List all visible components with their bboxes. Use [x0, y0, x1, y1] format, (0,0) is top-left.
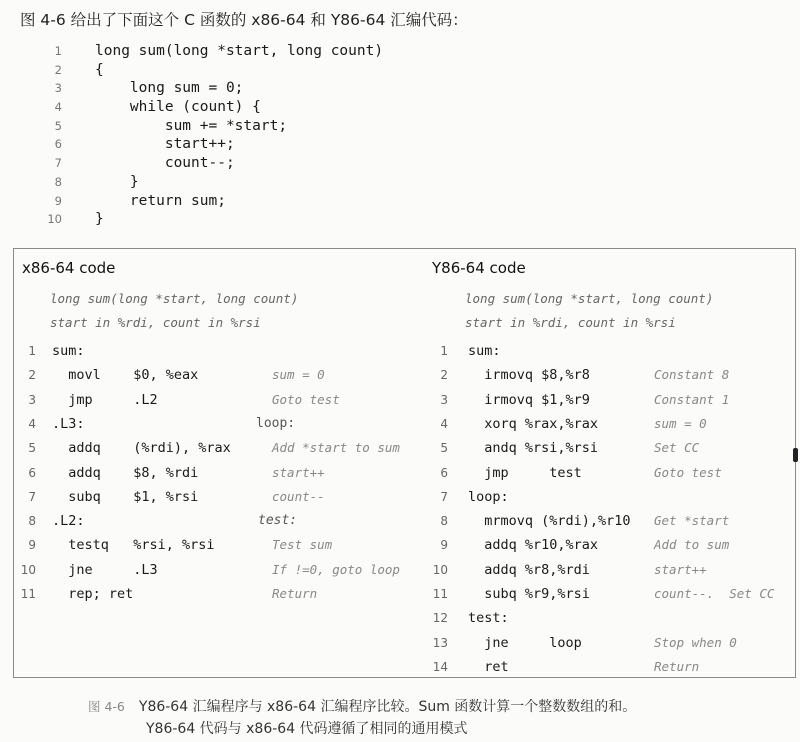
line-number: 2	[54, 62, 62, 77]
x86-code-row	[14, 363, 424, 387]
instruction: jne loop	[468, 634, 582, 651]
x86-code-row	[14, 412, 424, 436]
y86-code-row	[424, 436, 794, 460]
y86-code-row	[424, 412, 794, 436]
y86-code-row	[424, 558, 794, 582]
line-number: 8	[440, 514, 448, 529]
x86-code-row	[14, 509, 424, 533]
line-number: 9	[28, 538, 36, 553]
comment: sum = 0	[272, 367, 325, 383]
comment: sum = 0	[654, 415, 707, 431]
c-code-line	[40, 173, 460, 192]
line-number: 10	[20, 562, 36, 577]
instruction: ret	[468, 658, 509, 675]
comment: Add *start to sum	[272, 440, 400, 456]
caption-line-1: Y86-64 汇编程序与 x86-64 汇编程序比较。Sum 函数计算一个整数数组的和。	[138, 699, 637, 715]
line-number: 10	[47, 212, 62, 227]
comment: Get *start	[654, 513, 730, 529]
code-text: {	[95, 61, 104, 78]
y86-register-note: start in %rdi, count in %rsi	[465, 315, 676, 330]
line-number: 6	[440, 465, 448, 480]
code-text: sum += *start;	[95, 117, 288, 134]
line-number: 10	[432, 562, 448, 577]
line-number: 3	[54, 81, 62, 96]
y86-code-row	[424, 388, 794, 412]
comment: Set CC	[654, 440, 700, 456]
c-code-listing	[40, 42, 460, 229]
instruction: movl $0, %eax	[52, 367, 199, 384]
line-number: 2	[28, 368, 36, 383]
code-text: }	[95, 173, 139, 190]
code-text: long sum = 0;	[95, 80, 244, 97]
line-number: 11	[20, 587, 36, 601]
c-code-line	[40, 98, 460, 117]
code-text: }	[95, 211, 104, 228]
x86-code-row	[14, 339, 424, 363]
line-number: 7	[28, 489, 36, 504]
x86-code-row	[14, 461, 424, 485]
y86-code-row	[424, 533, 794, 557]
instruction: xorq %rax,%rax	[468, 415, 599, 432]
y86-code-row	[424, 461, 794, 485]
c-code-line	[40, 117, 460, 136]
comment: Goto test	[272, 391, 340, 407]
line-number: 1	[440, 344, 448, 358]
line-number: 1	[54, 44, 62, 58]
line-number: 13	[432, 635, 448, 650]
line-number: 3	[440, 392, 448, 407]
comment: Goto test	[654, 464, 722, 480]
line-number: 4	[28, 416, 36, 431]
edge-mark	[793, 448, 798, 462]
c-code-line	[40, 210, 460, 229]
c-code-line	[40, 42, 460, 61]
comment: Test sum	[272, 537, 333, 553]
comment: Constant 8	[654, 367, 730, 383]
c-code-line	[40, 192, 460, 211]
comment: Return	[654, 658, 700, 674]
line-number: 5	[54, 118, 62, 133]
comment: If !=0, goto loop	[272, 561, 400, 577]
line-number: 5	[28, 441, 36, 456]
instruction: sum:	[52, 343, 85, 359]
comment: Constant 1	[654, 391, 730, 407]
instruction: irmovq $8,%r8	[468, 367, 590, 384]
comment: Add to sum	[654, 537, 730, 553]
line-number: 9	[440, 538, 448, 553]
c-code-line	[40, 79, 460, 98]
instruction: jmp .L2	[52, 391, 158, 408]
figure-caption	[88, 696, 636, 740]
instruction: addq (%rdi), %rax	[52, 440, 231, 457]
code-text: while (count) {	[95, 99, 261, 116]
code-text: count--;	[95, 155, 235, 172]
c-code-line	[40, 135, 460, 154]
line-number: 11	[432, 587, 448, 601]
x86-column-title: x86-64 code	[22, 259, 116, 277]
y86-code-row	[424, 631, 794, 655]
instruction: irmovq $1,%r9	[468, 391, 590, 408]
instruction: testq %rsi, %rsi	[52, 537, 215, 554]
figure-number: 图 4-6	[88, 699, 125, 714]
y86-code-row	[424, 485, 794, 509]
instruction: andq %rsi,%rsi	[468, 440, 599, 457]
line-number: 7	[440, 489, 448, 504]
instruction: test:	[468, 610, 509, 627]
comment: start++	[272, 464, 325, 480]
code-text: start++;	[95, 136, 235, 153]
label-annotation: test:	[258, 513, 298, 529]
x86-signature: long sum(long *start, long count)	[50, 291, 299, 306]
instruction: mrmovq (%rdi),%r10	[468, 513, 631, 530]
instruction: addq %r10,%rax	[468, 537, 599, 554]
y86-code-row	[424, 363, 794, 387]
c-code-line	[40, 154, 460, 173]
instruction: jne .L3	[52, 561, 158, 578]
instruction: subq %r9,%rsi	[468, 586, 590, 602]
instruction: loop:	[468, 488, 509, 505]
line-number: 5	[440, 441, 448, 456]
y86-code-row	[424, 339, 794, 363]
x86-code-row	[14, 485, 424, 509]
y86-code-row	[424, 582, 794, 606]
x86-register-note: start in %rdi, count in %rsi	[50, 315, 261, 330]
instruction: subq $1, %rsi	[52, 488, 199, 505]
line-number: 6	[54, 137, 62, 152]
x86-code-row	[14, 533, 424, 557]
code-text: long sum(long *start, long count)	[95, 43, 384, 59]
instruction: addq $8, %rdi	[52, 464, 199, 481]
instruction: addq %r8,%rdi	[468, 561, 590, 578]
caption-line-2: Y86-64 代码与 x86-64 代码遵循了相同的通用模式	[146, 721, 468, 737]
instruction: jmp test	[468, 464, 582, 481]
instruction: sum:	[468, 343, 501, 359]
comment: count--	[272, 488, 325, 504]
instruction: .L2:	[52, 513, 85, 530]
line-number: 8	[28, 514, 36, 529]
y86-code-row	[424, 655, 794, 679]
line-number: 2	[440, 368, 448, 383]
x86-code-row	[14, 388, 424, 412]
x86-code-row	[14, 558, 424, 582]
y86-column-title: Y86-64 code	[432, 259, 526, 277]
line-number: 14	[432, 659, 448, 674]
line-number: 12	[432, 611, 448, 626]
x86-code-row	[14, 436, 424, 460]
line-number: 6	[28, 465, 36, 480]
line-number: 4	[440, 416, 448, 431]
line-number: 4	[54, 100, 62, 115]
comment: start++	[654, 561, 707, 577]
y86-code-row	[424, 606, 794, 630]
line-number: 8	[54, 174, 62, 189]
comment: Return	[272, 586, 318, 601]
intro-text: 图 4-6 给出了下面这个 C 函数的 x86-64 和 Y86-64 汇编代码：	[20, 11, 468, 29]
y86-code-row	[424, 509, 794, 533]
y86-signature: long sum(long *start, long count)	[465, 291, 714, 306]
line-number: 7	[54, 156, 62, 171]
label-annotation: loop:	[256, 415, 296, 431]
comment: Stop when 0	[654, 634, 737, 650]
line-number: 9	[54, 193, 62, 208]
assembly-comparison-box	[13, 248, 796, 678]
line-number: 1	[28, 344, 36, 358]
code-text: return sum;	[95, 192, 226, 209]
instruction: .L3:	[52, 415, 85, 432]
c-code-line	[40, 61, 460, 80]
x86-code-row	[14, 582, 424, 606]
line-number: 3	[28, 392, 36, 407]
instruction: rep; ret	[52, 586, 134, 602]
comment: count--. Set CC	[654, 586, 775, 601]
